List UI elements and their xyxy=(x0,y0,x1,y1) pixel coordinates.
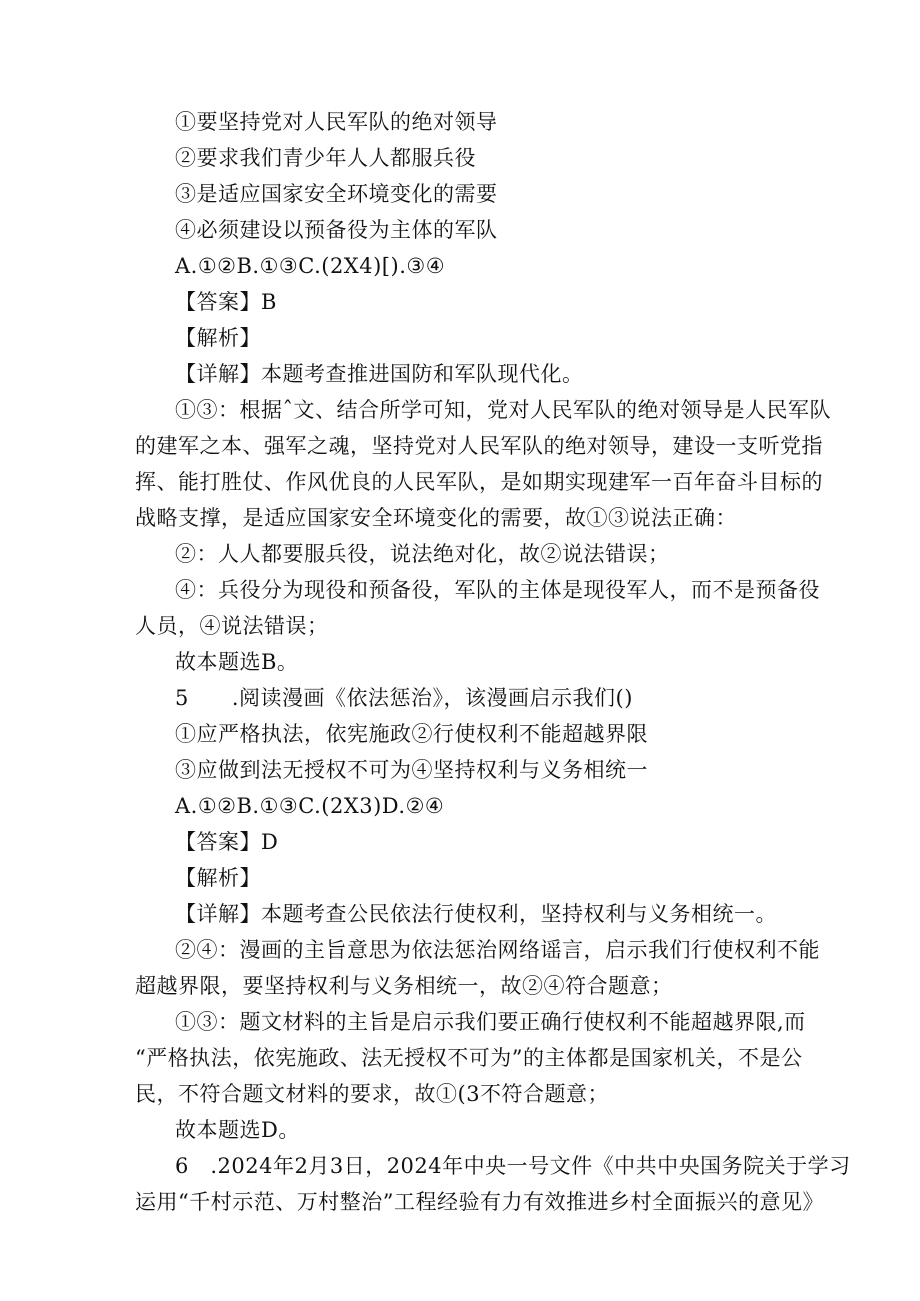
question-6-stem: 6 .2024年2月3日，2024年中央一号文件《中共中央国务院关于学习 xyxy=(175,1154,851,1178)
analysis-label: 【解析】 xyxy=(175,326,261,350)
detail-line: 【详解】本题考查推进国防和军队现代化。 xyxy=(175,362,584,386)
option-line-2: ②要求我们青少年人人都服兵役 xyxy=(175,146,476,170)
choices-line: A.①②B.①③C.(2X4)[).③④ xyxy=(175,254,446,278)
answer-label: 【答案】B xyxy=(175,290,277,314)
analysis-label: 【解析】 xyxy=(175,866,261,890)
option-line: ①应严格执法，依宪施政②行使权利不能超越界限 xyxy=(175,722,648,746)
paragraph-line: ①③：根据ˆ文、结合所学可知，党对人民军队的绝对领导是人民军队 xyxy=(175,398,831,422)
paragraph-line: “严格执法，依宪施政、法无授权不可为”的主体都是国家机关，不是公 xyxy=(135,1046,803,1070)
option-line-4: ④必须建设以预备役为主体的军队 xyxy=(175,218,498,242)
paragraph-line: ①③：题文材料的主旨是启示我们要正确行使权利不能超越界限,而 xyxy=(175,1010,806,1034)
answer-label: 【答案】D xyxy=(175,830,279,854)
paragraph-line: 人员，④说法错误； xyxy=(135,614,329,638)
paragraph-line: 超越界限，要坚持权利与义务相统一，故②④符合题意； xyxy=(135,974,673,998)
paragraph-line: ④：兵役分为现役和预备役，军队的主体是现役军人，而不是预备役 xyxy=(175,578,820,602)
paragraph-line: 运用“千村示范、万村整治”工程经验有力有效推进乡村全面振兴的意见》 xyxy=(135,1190,824,1214)
choices-line: A.①②B.①③C.(2X3)D.②④ xyxy=(175,794,445,818)
paragraph-line: 的建军之本、强军之魂，坚持党对人民军队的绝对领导，建设一支听党指 xyxy=(135,434,823,458)
detail-line: 【详解】本题考查公民依法行使权利，坚持权利与义务相统一。 xyxy=(175,902,777,926)
option-line-3: ③是适应国家安全环境变化的需要 xyxy=(175,182,498,206)
paragraph-line: 民，不符合题文材料的要求，故①(3不符合题意； xyxy=(135,1082,610,1106)
paragraph-line: ②④：漫画的主旨意思为依法惩治网络谣言，启示我们行使权利不能 xyxy=(175,938,820,962)
paragraph-line: ②：人人都要服兵役，说法绝对化，故②说法错误； xyxy=(175,542,670,566)
paragraph-line: 战略支撑，是适应国家安全环境变化的需要，故①③说法正确： xyxy=(135,506,737,530)
conclusion-line: 故本题选D。 xyxy=(175,1118,300,1142)
paragraph-line: 挥、能打胜仗、作风优良的人民军队，是如期实现建军一百年奋斗目标的 xyxy=(135,470,823,494)
question-5-stem: 5 .阅读漫画《依法惩治》，该漫画启示我们() xyxy=(175,686,633,710)
option-line: ③应做到法无授权不可为④坚持权利与义务相统一 xyxy=(175,758,648,782)
conclusion-line: 故本题选B。 xyxy=(175,650,299,674)
option-line-1: ①要坚持党对人民军队的绝对领导 xyxy=(175,110,498,134)
